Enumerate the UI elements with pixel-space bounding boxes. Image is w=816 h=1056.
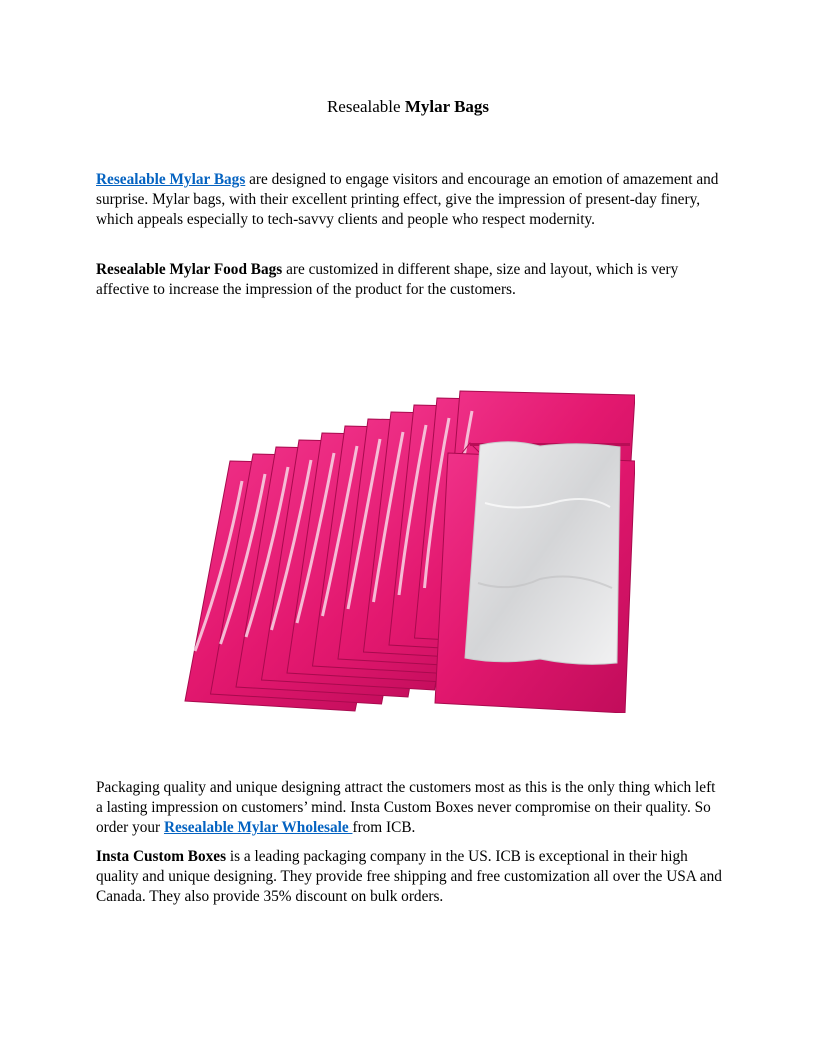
- page-title: [0, 96, 816, 118]
- intro-paragraph-text: are designed to engage visitors and encourage an emotion of amazement and surprise. Mylar bags, with their excellent printing effect, give the impression of present-day finery, which appeals especially to tech-savvy clients and people who respect modernity.: [96, 171, 719, 228]
- resealable-mylar-wholesale-link[interactable]: Resealable Mylar Wholesale: [163, 819, 353, 836]
- food-bags-paragraph: [96, 260, 722, 300]
- front-bag: [435, 442, 635, 713]
- title-regular: Resealable: [326, 97, 405, 116]
- food-bags-paragraph-text: are customized in different shape, size and layout, which is very affective to increase the impression of the product for the customers.: [96, 261, 679, 298]
- company-lead: Insta Custom Boxes: [96, 848, 227, 865]
- company-paragraph-text: is a leading packaging company in the US. ICB is exceptional in their high quality and unique designing. They provide free shipping and free customization all over the USA and Canada. They also provide 35% discount on bulk orders.: [96, 848, 722, 905]
- quality-paragraph: [96, 778, 722, 838]
- quality-paragraph-text: Packaging quality and unique designing attract the customers most as this is the only thing which left a lasting impression on customers’ mind. Insta Custom Boxes never compromise on their quality. So order your: [96, 779, 716, 836]
- resealable-mylar-bags-link[interactable]: Resealable Mylar Bags: [96, 171, 246, 188]
- intro-paragraph: [96, 170, 722, 230]
- quality-paragraph-ending: from ICB.: [352, 819, 416, 836]
- company-paragraph: [96, 847, 722, 907]
- title-bold: Mylar Bags: [404, 97, 490, 116]
- food-bags-lead: Resealable Mylar Food Bags: [96, 261, 283, 278]
- mylar-bags-image: [180, 383, 635, 713]
